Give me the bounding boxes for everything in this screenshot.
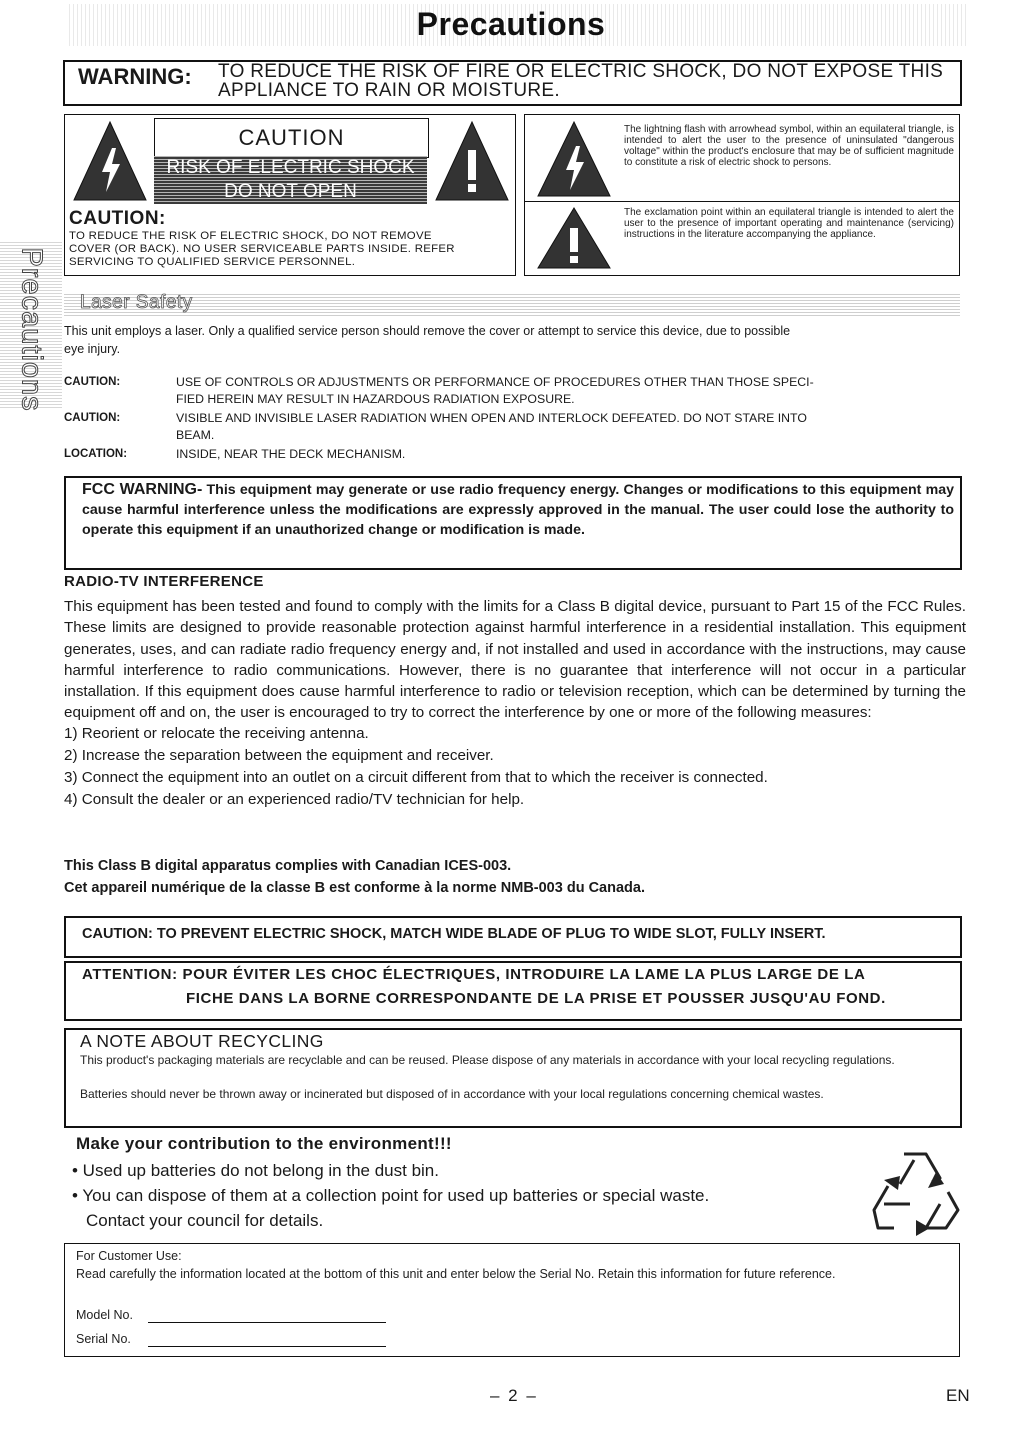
- shock-line-2: DO NOT OPEN: [224, 181, 357, 202]
- warning-line-2: APPLIANCE TO RAIN OR MOISTURE.: [218, 80, 560, 101]
- symbols-divider: [525, 201, 959, 202]
- radio-tv-body: This equipment has been tested and found to comply with the limits for a Class B digital device, pursuant to Part 15 of the FCC Rules. These limits are designed to provide reasonable protection against harmful interference in a residential installation. This equipment generates, uses, and can radiate radio frequency energy and, if not installed and used in accordance with the instructions, may cause harmful interference to radio communications. However, there is no guarantee that interference will not occur in a particular installation. If this equipment does cause harmful interference to radio or television reception, which can be determined by turning the equipment off and on, the user is encouraged to try to correct the interference by one or more of the following measures:: [64, 598, 966, 722]
- class-b-en: This Class B digital apparatus complies with Canadian ICES-003.: [64, 858, 512, 874]
- caution-line-2: COVER (OR BACK). NO USER SERVICEABLE PARTS INSIDE. REFER: [69, 243, 455, 255]
- side-tab-label: Precautions: [15, 247, 48, 412]
- caution-label: CAUTION:: [69, 208, 166, 229]
- measure-1: 1) Reorient or relocate the receiving antenna.: [64, 725, 369, 742]
- language-code: EN: [946, 1386, 970, 1405]
- serial-label: Serial No.: [76, 1332, 131, 1346]
- caution-text: [69, 230, 509, 269]
- laser-caution-label-2: CAUTION:: [64, 412, 121, 424]
- attention-line-2: FICHE DANS LA BORNE CORRESPONDANTE DE LA PRISE ET POUSSER JUSQU'AU FOND.: [186, 990, 886, 1007]
- environment-item-2: • You can dispose of them at a collection point for used up batteries or special waste.: [72, 1186, 710, 1205]
- customer-text: Read carefully the information located at the bottom of this unit and enter below the Serial No. Retain this information for future reference.: [76, 1267, 836, 1281]
- environment-item-3: Contact your council for details.: [86, 1211, 324, 1230]
- fcc-warning: [82, 480, 954, 540]
- customer-heading: For Customer Use:: [76, 1249, 182, 1263]
- recycling-heading: A NOTE ABOUT RECYCLING: [80, 1031, 324, 1051]
- laser-location-label: LOCATION:: [64, 448, 128, 460]
- environment-item-1: • Used up batteries do not belong in the dust bin.: [72, 1161, 439, 1180]
- page-number: – 2 –: [490, 1386, 538, 1405]
- laser-intro: [64, 322, 964, 358]
- measure-4: 4) Consult the dealer or an experienced radio/TV technician for help.: [64, 791, 525, 808]
- laser-location-line-1: INSIDE, NEAR THE DECK MECHANISM.: [176, 447, 406, 461]
- laser-caution-1-line-1: USE OF CONTROLS OR ADJUSTMENTS OR PERFORMANCE OF PROCEDURES OTHER THAN THOSE SPECI-: [176, 375, 814, 389]
- laser-heading: Laser Safety: [80, 292, 193, 313]
- caution-line-1: TO REDUCE THE RISK OF ELECTRIC SHOCK, DO NOT REMOVE: [69, 230, 432, 242]
- fcc-warning-text: This equipment may generate or use radio frequency energy. Changes or modifications to this equipment may cause harmful interference unless the modifications are expressly approved in the manual. The user could lose the authority to operate this equipment if an unauthorized change or modification is made.: [82, 482, 954, 538]
- caution-line-3: SERVICING TO QUALIFIED SERVICE PERSONNEL.: [69, 256, 356, 268]
- radio-tv-heading: RADIO-TV INTERFERENCE: [64, 573, 264, 590]
- laser-caution-label-1: CAUTION:: [64, 376, 121, 388]
- page-title: Precautions: [416, 6, 606, 42]
- lightning-warning-icon: [72, 120, 148, 202]
- recycle-icon: [870, 1144, 964, 1236]
- laser-caution-1-line-2: FIED HEREIN MAY RESULT IN HAZARDOUS RADIATION EXPOSURE.: [176, 392, 575, 406]
- attention-line-1: ATTENTION: POUR ÉVITER LES CHOC ÉLECTRIQUES, INTRODUIRE LA LAME LA PLUS LARGE DE LA: [82, 966, 866, 983]
- exclamation-symbol-icon: [536, 206, 612, 270]
- shock-text: [154, 156, 427, 204]
- laser-intro-line-1: This unit employs a laser. Only a qualified service person should remove the cover or attempt to service this device, due to possible: [64, 324, 791, 338]
- recycling-p2: Batteries should never be thrown away or incinerated but disposed of in accordance with your local regulations concerning chemical wastes.: [80, 1087, 824, 1101]
- shock-line-1: RISK OF ELECTRIC SHOCK: [166, 157, 415, 178]
- laser-caution-text-1: [176, 374, 966, 408]
- laser-location-text: [176, 446, 966, 463]
- laser-caution-2-line-2: BEAM.: [176, 428, 215, 442]
- laser-heading-band: [64, 292, 960, 318]
- laser-caution-2-line-1: VISIBLE AND INVISIBLE LASER RADIATION WHEN OPEN AND INTERLOCK DEFEATED. DO NOT STARE INTO: [176, 411, 807, 425]
- exclamation-warning-icon: [434, 120, 510, 202]
- customer-use-box: [64, 1243, 960, 1357]
- measure-3: 3) Connect the equipment into an outlet on a circuit different from that to which the receiver is connected.: [64, 769, 768, 786]
- lightning-description: The lightning flash with arrowhead symbol, within an equilateral triangle, is intended to alert the user to the presence of uninsulated "dangerous voltage" within the product's enclosure that may be of sufficient magnitude to constitute a risk of electric shock to persons.: [624, 124, 954, 168]
- warning-text: [218, 62, 953, 100]
- model-label: Model No.: [76, 1308, 133, 1322]
- warning-label: WARNING:: [78, 64, 192, 89]
- laser-caution-text-2: [176, 410, 966, 444]
- class-b-fr: Cet appareil numérique de la classe B est conforme à la norme NMB-003 du Canada.: [64, 880, 645, 896]
- laser-intro-line-2: eye injury.: [64, 342, 121, 356]
- environment-heading: Make your contribution to the environment!!!: [76, 1134, 452, 1153]
- serial-input-line[interactable]: [148, 1346, 386, 1347]
- recycling-p1: This product's packaging materials are recyclable and can be reused. Please dispose of any materials in accordance with your local recycling regulations.: [80, 1053, 895, 1067]
- lightning-symbol-icon: [536, 120, 612, 198]
- model-input-line[interactable]: [148, 1322, 386, 1323]
- fcc-warning-label: FCC WARNING-: [82, 481, 203, 498]
- caution-banner: CAUTION: [154, 118, 429, 158]
- exclamation-description: The exclamation point within an equilateral triangle is intended to alert the user to the presence of important operating and maintenance (servicing) instructions in the literature accompanying the appliance.: [624, 207, 954, 240]
- measure-2: 2) Increase the separation between the equipment and receiver.: [64, 747, 494, 764]
- plug-caution-text: CAUTION: TO PREVENT ELECTRIC SHOCK, MATCH WIDE BLADE OF PLUG TO WIDE SLOT, FULLY INSERT.: [82, 926, 826, 942]
- warning-line-1: TO REDUCE THE RISK OF FIRE OR ELECTRIC SHOCK, DO NOT EXPOSE THIS: [218, 61, 944, 82]
